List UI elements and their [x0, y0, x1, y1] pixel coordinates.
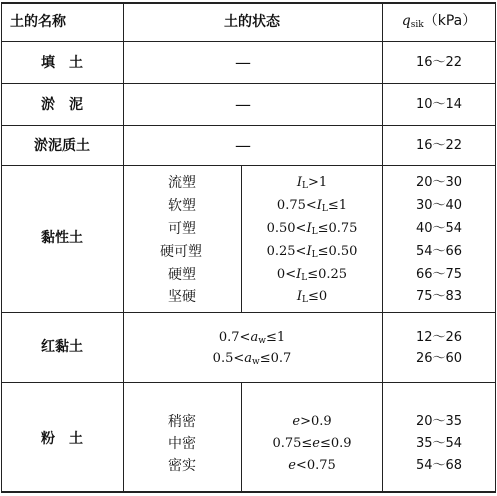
friction-value: 35～54 [415, 436, 463, 451]
cond-sub: L [321, 204, 328, 214]
cond-var: a [244, 351, 253, 366]
state-label: 稍密 [168, 414, 196, 430]
friction-value: 54～68 [415, 458, 463, 473]
condition-expression [292, 415, 331, 428]
condition-expression [213, 352, 292, 367]
cond-pre: 0.25< [266, 244, 307, 259]
state-label: 中密 [168, 436, 196, 452]
cond-post: ≤0.75 [317, 221, 358, 236]
cond-sub: L [301, 295, 308, 305]
condition-expression [219, 331, 285, 346]
soil-name-silt: 粉 土 [41, 431, 83, 447]
cond-post: ≤0.9 [319, 436, 352, 451]
cond-post: ≤0.50 [317, 244, 358, 259]
row-divider [1, 165, 496, 166]
cond-post: ≤1 [265, 330, 286, 345]
header-q-symbol: q [401, 13, 411, 29]
condition-expression [297, 290, 327, 305]
cond-post: ≤0.25 [307, 267, 348, 282]
row-divider [1, 83, 496, 84]
cond-sub: L [311, 250, 318, 260]
friction-value: 26～60 [415, 351, 463, 366]
state-dash: — [235, 136, 251, 155]
friction-value: 10～14 [415, 97, 463, 112]
cond-var: I [316, 198, 322, 213]
cond-post: ≤0.7 [259, 351, 292, 366]
cond-pre: 0.75≤ [272, 436, 313, 451]
row-divider [1, 312, 496, 313]
condition-expression [277, 268, 347, 283]
cond-var: e [292, 414, 301, 429]
friction-value: 16～22 [415, 138, 463, 153]
cond-var: I [306, 221, 312, 236]
friction-value: 54～66 [415, 244, 463, 259]
header-q-subscript: sik [410, 20, 424, 30]
friction-value: 20～35 [415, 414, 463, 429]
friction-value: 12～26 [415, 330, 463, 345]
state-label: 硬塑 [168, 267, 196, 283]
table-bottom-border [1, 491, 496, 493]
cond-sub: w [252, 357, 260, 367]
state-label: 流塑 [168, 175, 196, 191]
row-divider [1, 125, 496, 126]
cond-var: e [312, 436, 320, 451]
sub-col-divider [241, 165, 242, 312]
cond-post: ≤1 [327, 198, 348, 213]
friction-value: 66～75 [415, 267, 463, 282]
cond-post: >0.9 [300, 414, 332, 429]
friction-value: 75～83 [415, 289, 463, 304]
soil-name-silt-mud: 淤 泥 [41, 97, 83, 113]
condition-expression [297, 176, 327, 191]
state-dash: — [235, 53, 251, 72]
col-divider [123, 2, 124, 492]
table-left-border [1, 2, 2, 492]
soil-name-mucky: 淤泥质土 [34, 138, 90, 154]
cond-post: ≤0 [307, 289, 328, 304]
cond-post: <0.75 [295, 458, 336, 473]
state-dash: — [235, 95, 251, 114]
cond-pre: 0< [276, 267, 297, 282]
header-unit: （kPa） [423, 13, 477, 29]
table-right-border [495, 2, 496, 492]
condition-expression [277, 199, 347, 214]
cond-var: a [250, 330, 259, 345]
friction-value: 40～54 [415, 221, 463, 236]
state-label: 软塑 [168, 198, 196, 214]
row-divider [1, 382, 496, 383]
header-friction-value [402, 14, 476, 30]
soil-name-cohesive: 黏性土 [41, 230, 83, 246]
friction-value: 20～30 [415, 175, 463, 190]
condition-expression [267, 245, 358, 260]
soil-name-red-clay: 红黏土 [41, 339, 83, 355]
soil-name-fill: 填 土 [41, 55, 83, 71]
cond-pre: 0.7< [218, 330, 251, 345]
cond-pre: 0.75< [276, 198, 317, 213]
state-label: 密实 [168, 458, 196, 474]
sub-col-divider [241, 382, 242, 491]
condition-expression [288, 459, 336, 472]
cond-var: I [296, 175, 302, 190]
col-divider [382, 2, 383, 492]
cond-sub: w [258, 336, 266, 346]
cond-var: I [306, 244, 312, 259]
cond-var: I [296, 289, 302, 304]
state-label: 硬可塑 [160, 244, 202, 260]
header-divider [1, 41, 496, 42]
cond-post: >1 [307, 175, 328, 190]
header-soil-name: 土的名称 [10, 14, 66, 30]
cond-sub: L [301, 181, 308, 191]
cond-pre: 0.50< [266, 221, 307, 236]
state-label: 坚硬 [168, 289, 196, 305]
friction-value: 30～40 [415, 198, 463, 213]
friction-value: 16～22 [415, 55, 463, 70]
cond-pre: 0.5< [212, 351, 245, 366]
state-label: 可塑 [168, 221, 196, 237]
cond-sub: L [311, 227, 318, 237]
cond-sub: L [301, 273, 308, 283]
cond-var: I [296, 267, 302, 282]
table-top-border [1, 2, 496, 4]
header-soil-state: 土的状态 [224, 14, 280, 30]
cond-var: e [288, 458, 296, 473]
condition-expression [272, 437, 351, 450]
condition-expression [267, 222, 358, 237]
